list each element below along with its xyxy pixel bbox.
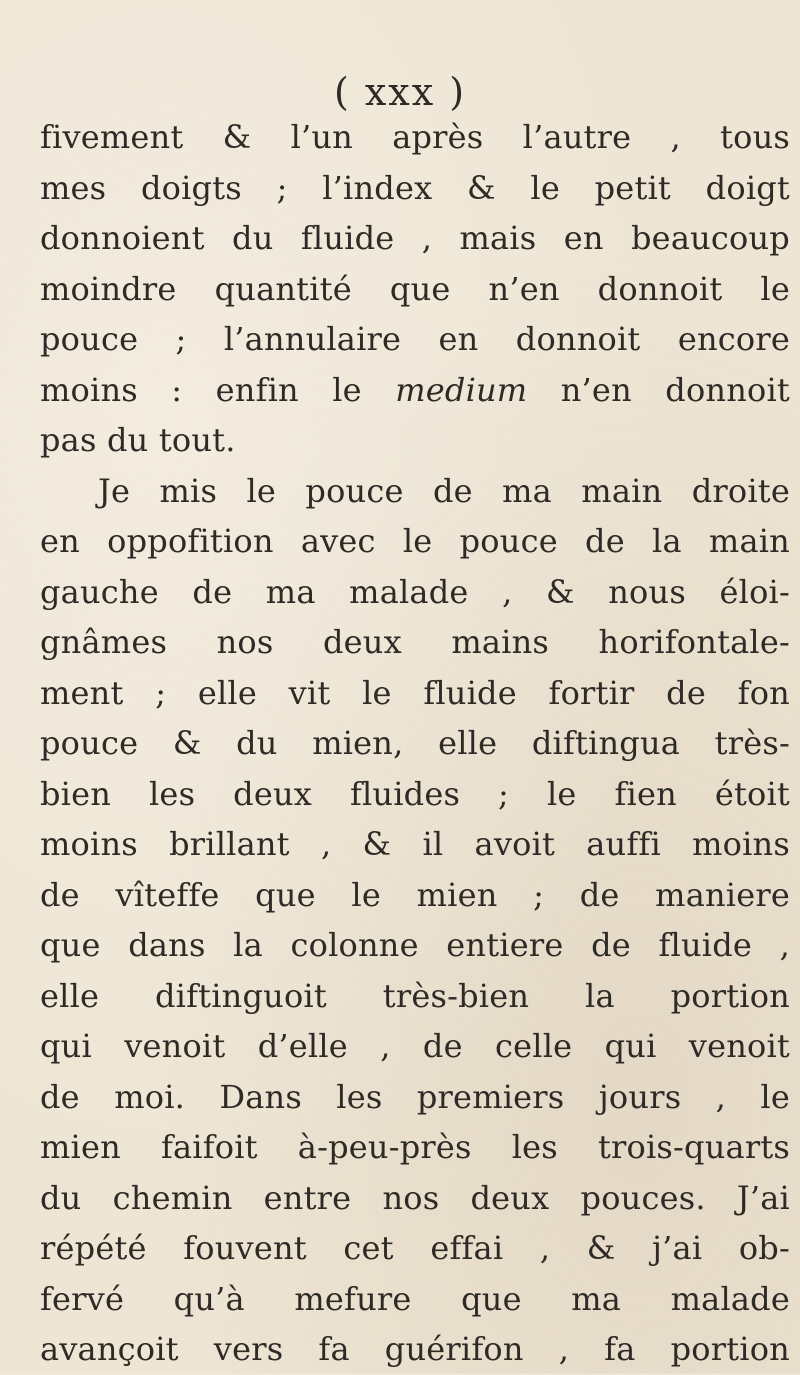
text-line: que dans la colonne entiere de fluide , — [40, 926, 790, 964]
italic-word: medium — [395, 370, 528, 409]
text-line: donnoient du fluide , mais en beaucoup — [40, 219, 790, 257]
text-line: avançoit vers fa guérifon , fa portion — [40, 1330, 790, 1368]
body-text — [40, 112, 790, 1375]
text-line: Je mis le pouce de ma main droite — [98, 471, 790, 510]
text-line: moindre quantité que n’en donnoit le — [40, 269, 790, 308]
text-line: gauche de ma malade , & nous éloi- — [40, 572, 790, 611]
text-line: répété fouvent cet effai , & j’ai ob- — [40, 1229, 790, 1267]
text-line: ment ; elle vit le fluide fortir de fon — [40, 673, 790, 712]
text-line: fivement & l’un après l’autre , tous — [40, 118, 790, 156]
text-line: du chemin entre nos deux pouces. J’ai — [40, 1178, 790, 1217]
text-line: pouce & du mien, elle diftingua très- — [40, 724, 790, 762]
text-line: mes doigts ; l’index & le petit doigt — [40, 168, 790, 207]
text-line: de vîteffe que le mien ; de maniere — [40, 875, 790, 914]
text-line: moins brillant , & il avoit auffi moins — [40, 825, 790, 863]
text-line: pas du tout. — [40, 421, 236, 459]
text-segment: moins : enfin le — [40, 370, 396, 409]
text-line: pouce ; l’annulaire en donnoit encore — [40, 320, 790, 358]
text-line: mien faifoit à-peu-près les trois-quarts — [40, 1128, 790, 1166]
text-line — [40, 365, 790, 416]
text-segment: n’en donnoit — [527, 370, 790, 409]
text-line: elle diftinguoit très-bien la portion — [40, 976, 790, 1015]
text-line: fervé qu’à mefure que ma malade — [40, 1279, 790, 1318]
text-line: de moi. Dans les premiers jours , le — [40, 1077, 790, 1116]
text-line: gnâmes nos deux mains horifontale- — [40, 623, 790, 661]
text-line: qui venoit d’elle , de celle qui venoit — [40, 1027, 790, 1065]
text-line: en oppofition avec le pouce de la main — [40, 522, 790, 560]
text-line: bien les deux fluides ; le fien étoit — [40, 774, 790, 813]
page-number-header: ( xxx ) — [333, 70, 467, 114]
